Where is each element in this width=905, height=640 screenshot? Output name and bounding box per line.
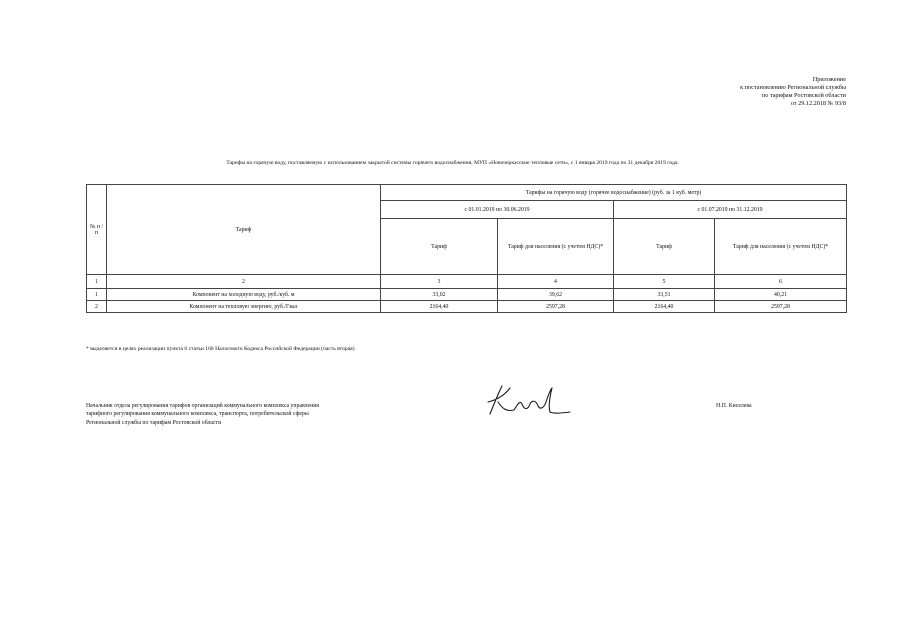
column-number: 6 bbox=[715, 275, 847, 289]
column-number-row bbox=[87, 275, 847, 289]
header-cell-tariff-1: Тариф bbox=[381, 219, 498, 275]
row-name: Компонент на тепловую энергию, руб./Гкал bbox=[107, 301, 381, 313]
row-value: 40,21 bbox=[715, 289, 847, 301]
column-number: 5 bbox=[614, 275, 715, 289]
footnote: * выделяется в целях реализации пункта 6 статьи 168 Налогового Кодекса Российской Федерации (часть вторая) bbox=[86, 346, 355, 352]
header-cell-population-2: Тариф для населения (с учетом НДС)* bbox=[715, 219, 847, 275]
signatory-position-line: тарифного регулирования коммунального комплекса, транспорта, потребительской сферы bbox=[86, 411, 309, 418]
header-cell-population-1: Тариф для населения (с учетом НДС)* bbox=[498, 219, 614, 275]
appendix-line: Приложение bbox=[812, 76, 846, 83]
row-name: Компонент на холодную воду, руб./куб. м bbox=[107, 289, 381, 301]
appendix-line: к постановлению Региональной службы bbox=[740, 83, 846, 91]
appendix-line: по тарифам Ростовской области bbox=[761, 91, 846, 99]
header-cell-group: Тарифы на горячую воду (горячее водоснабжение) (руб. за 1 куб. метр) bbox=[381, 185, 847, 201]
row-value: 33,51 bbox=[614, 289, 715, 301]
signatory-position bbox=[86, 402, 319, 427]
signer-name: Н.П. Киселева bbox=[716, 403, 752, 409]
table-row bbox=[87, 301, 847, 313]
table-header-row bbox=[87, 185, 847, 201]
column-number: 3 bbox=[381, 275, 498, 289]
handwritten-signature bbox=[484, 380, 574, 420]
row-number: 1 bbox=[87, 289, 107, 301]
row-value: 33,02 bbox=[381, 289, 498, 301]
row-value: 39,62 bbox=[498, 289, 614, 301]
signatory-position-line: Начальник отдела регулирования тарифов организаций коммунального комплекса управления bbox=[86, 403, 319, 409]
header-cell-tariff-2: Тариф bbox=[614, 219, 715, 275]
column-number: 2 bbox=[107, 275, 381, 289]
header-cell-tariff: Тариф bbox=[107, 185, 381, 275]
row-value: 2164,40 bbox=[614, 301, 715, 313]
column-number: 1 bbox=[87, 275, 107, 289]
row-number: 2 bbox=[87, 301, 107, 313]
document-title: Тарифы на горячую воду, поставляемую с использованием закрытой системы горячего водоснабжения, МУП «Новочеркасские тепловые сети», с 1 января 2019 года по 31 декабря 2019 года. bbox=[226, 160, 679, 166]
tariff-table bbox=[86, 184, 847, 313]
header-cell-period-2: с 01.07.2019 по 31.12.2019 bbox=[614, 201, 847, 219]
signatory-position-line: Региональной службы по тарифам Ростовской области bbox=[86, 419, 222, 426]
table-row bbox=[87, 289, 847, 301]
header-cell-period-1: с 01.01.2019 по 30.06.2019 bbox=[381, 201, 614, 219]
column-number: 4 bbox=[498, 275, 614, 289]
appendix-header bbox=[740, 76, 846, 108]
row-value: 2597,28 bbox=[715, 301, 847, 313]
appendix-line: от 29.12.2018 № 93/8 bbox=[790, 99, 846, 107]
row-value: 2164,40 bbox=[381, 301, 498, 313]
row-value: 2597,28 bbox=[498, 301, 614, 313]
header-cell-number: № п /п bbox=[87, 185, 107, 275]
